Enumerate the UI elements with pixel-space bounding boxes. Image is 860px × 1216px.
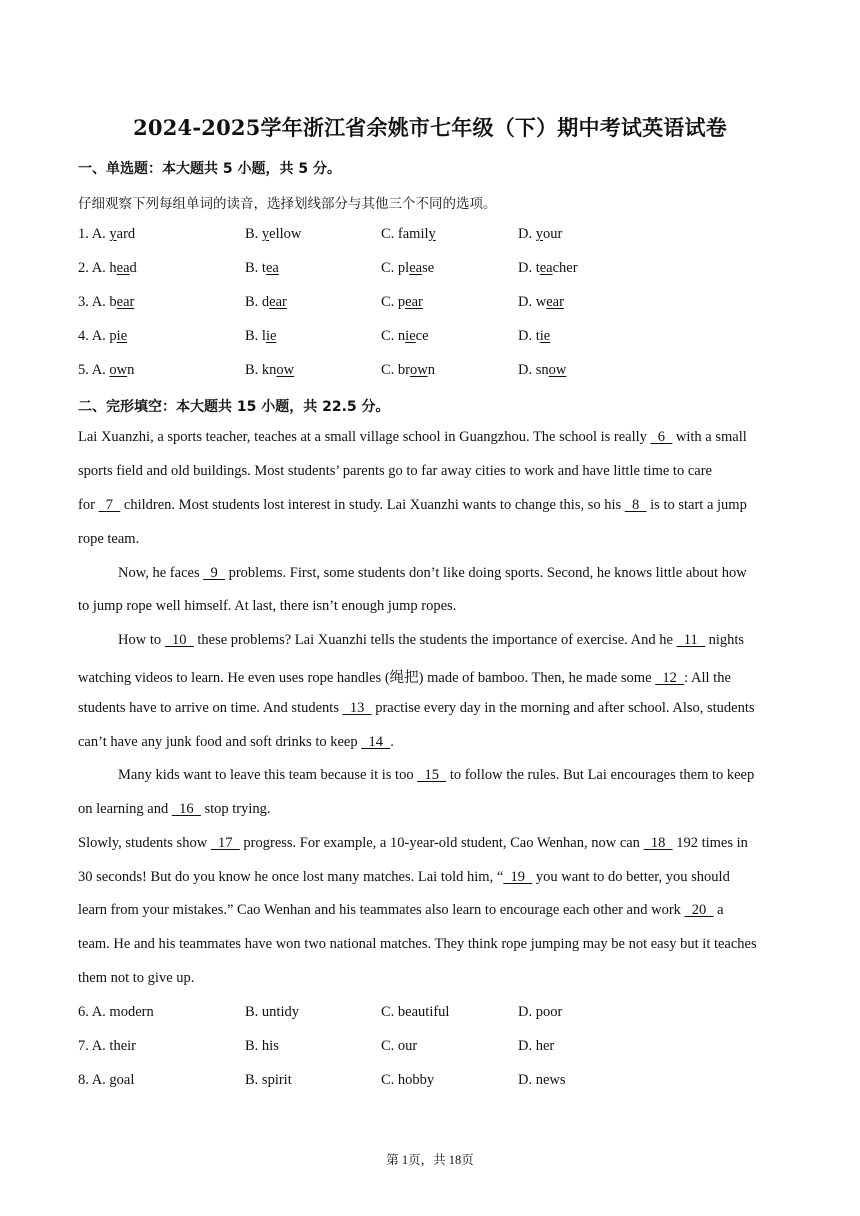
passage-line-17: them not to give up. (78, 970, 195, 986)
page-title: 2024-2025学年浙江省余姚市七年级（下）期中考试英语试卷 (133, 115, 727, 140)
passage-line-10: can’t have any junk food and soft drinks to keep 14 . (78, 734, 394, 750)
passage-line-14: 30 seconds! But do you know he once lost many matches. Lai told him, “ 19 you want to do better, you should (78, 869, 730, 885)
option-5a: 5. A. own (78, 362, 135, 378)
option-2c: C. please (381, 260, 435, 276)
choice-7c: C. our (381, 1038, 418, 1054)
option-3c: C. pear (381, 294, 423, 310)
blank-20: 20 (684, 902, 714, 918)
option-2b: B. tea (245, 260, 279, 276)
option-5d: D. snow (518, 362, 567, 378)
passage-line-11: Many kids want to leave this team because it is too 15 to follow the rules. But Lai encourages them to keep (118, 767, 755, 783)
choice-row-6 (0, 1004, 860, 1026)
choice-7a: 7. A. their (78, 1038, 136, 1054)
passage-line-15: learn from your mistakes.” Cao Wenhan and his teammates also learn to encourage each other and work 20 a (78, 902, 724, 918)
blank-12: 12 (655, 670, 685, 686)
passage-line-1: Lai Xuanzhi, a sports teacher, teaches at a small village school in Guangzhou. The school is really 6 with a small (78, 429, 747, 445)
blank-15: 15 (417, 767, 447, 783)
blank-9: 9 (203, 565, 225, 581)
passage-line-12: on learning and 16 stop trying. (78, 801, 271, 817)
passage-line-8: watching videos to learn. He even uses rope handles (绳把) made of bamboo. Then, he made some 12 : All the (78, 670, 731, 686)
blank-8: 8 (624, 497, 647, 513)
passage-line-9: students have to arrive on time. And students 13 practise every day in the morning and after school. Also, students (78, 700, 755, 716)
question-row-2 (0, 260, 860, 282)
blank-7: 7 (98, 497, 121, 513)
option-4d: D. tie (518, 328, 551, 344)
choice-6c: C. beautiful (381, 1004, 450, 1020)
blank-18: 18 (643, 835, 673, 851)
option-1a: 1. A. yard (78, 226, 136, 242)
section-1-instruction: 仔细观察下列每组单词的读音，选择划线部分与其他三个不同的选项。 (78, 196, 497, 212)
question-row-3 (0, 294, 860, 316)
choice-row-8 (0, 1072, 860, 1094)
choice-6a: 6. A. modern (78, 1004, 154, 1020)
blank-16: 16 (171, 801, 201, 817)
blank-19: 19 (503, 869, 533, 885)
option-4c: C. niece (381, 328, 429, 344)
page-footer: 第 1页，共 18页 (386, 1153, 474, 1167)
option-2a: 2. A. head (78, 260, 137, 276)
blank-6: 6 (650, 429, 673, 445)
blank-10: 10 (164, 632, 194, 648)
passage-line-4: rope team. (78, 531, 140, 547)
option-1b: B. yellow (245, 226, 302, 242)
choice-8b: B. spirit (245, 1072, 292, 1088)
blank-17: 17 (210, 835, 240, 851)
choice-8d: D. news (518, 1072, 566, 1088)
blank-11: 11 (676, 632, 705, 648)
option-3b: B. dear (245, 294, 287, 310)
choice-6b: B. untidy (245, 1004, 299, 1020)
choice-8c: C. hobby (381, 1072, 435, 1088)
option-2d: D. teacher (518, 260, 578, 276)
choice-6d: D. poor (518, 1004, 563, 1020)
blank-14: 14 (361, 734, 391, 750)
choice-7d: D. her (518, 1038, 555, 1054)
option-4b: B. lie (245, 328, 277, 344)
option-5b: B. know (245, 362, 295, 378)
passage-line-16: team. He and his teammates have won two national matches. They think rope jumping may be not easy but it teaches (78, 936, 757, 952)
question-row-4 (0, 328, 860, 350)
option-3a: 3. A. bear (78, 294, 135, 310)
passage-line-6: to jump rope well himself. At last, there isn’t enough jump ropes. (78, 598, 457, 614)
choice-8a: 8. A. goal (78, 1072, 135, 1088)
option-1d: D. your (518, 226, 563, 242)
option-4a: 4. A. pie (78, 328, 128, 344)
choice-row-7 (0, 1038, 860, 1060)
blank-13: 13 (342, 700, 372, 716)
passage-line-7: How to 10 these problems? Lai Xuanzhi tells the students the importance of exercise. And he 11 nights (118, 632, 745, 648)
section-1-heading: 一、单选题：本大题共 5 小题，共 5 分。 (78, 161, 341, 177)
question-row-5 (0, 362, 860, 384)
passage-line-2: sports field and old buildings. Most students’ parents go to far away cities to work and have little time to care (78, 463, 712, 479)
option-3d: D. wear (518, 294, 564, 310)
passage-line-3: for 7 children. Most students lost interest in study. Lai Xuanzhi wants to change this, so his 8 is to start a jump (78, 497, 747, 513)
passage-line-13: Slowly, students show 17 progress. For example, a 10-year-old student, Cao Wenhan, now can 18 192 times in (78, 835, 748, 851)
section-2-heading: 二、完形填空：本大题共 15 小题，共 22.5 分。 (78, 399, 390, 415)
choice-7b: B. his (245, 1038, 279, 1054)
option-5c: C. brown (381, 362, 435, 378)
option-1c: C. family (381, 226, 436, 242)
question-row-1 (0, 226, 860, 248)
passage-line-5: Now, he faces 9 problems. First, some students don’t like doing sports. Second, he knows little about how (118, 565, 747, 581)
